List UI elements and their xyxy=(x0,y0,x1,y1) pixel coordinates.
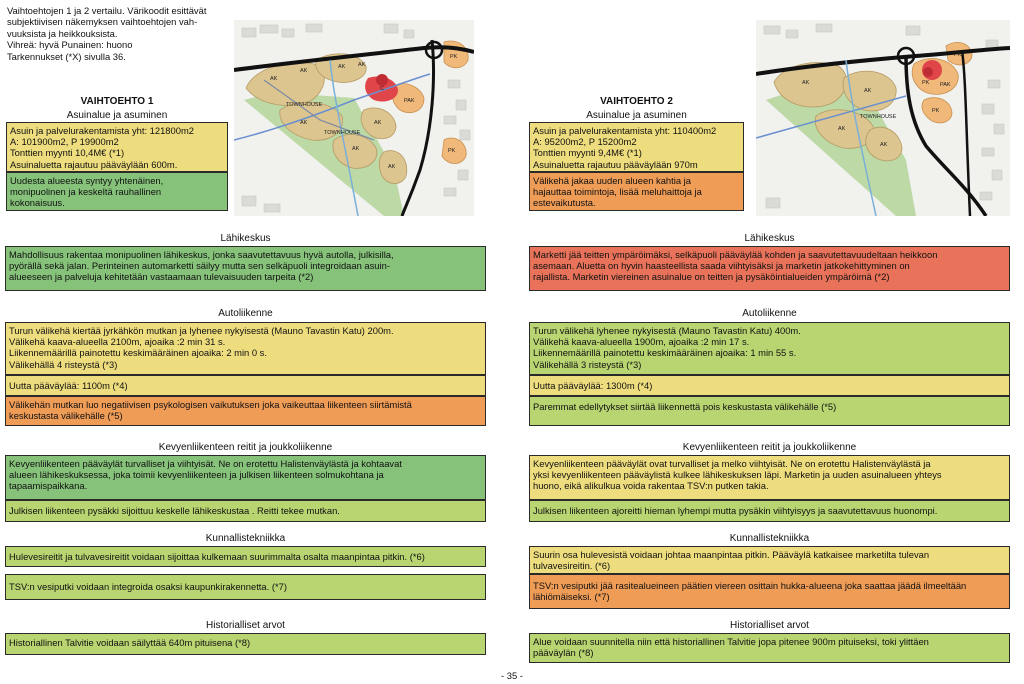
alt2-car-heading: Autoliikenne xyxy=(742,308,797,319)
box-line: Suurin osa hulevesistä voidaan johtaa maanpintaa pitkin. Pääväylä katkaisee marketilta tulevan xyxy=(533,549,930,560)
intro-text xyxy=(7,5,222,62)
map-label: TOWNHOUSE xyxy=(286,102,323,108)
map-label: TOWNHOUSE xyxy=(324,130,361,136)
alt1-history-heading: Historialliset arvot xyxy=(206,620,285,631)
alt1-car-new-road-box xyxy=(5,375,486,396)
alt1-water-pipe-box xyxy=(5,574,486,600)
alt2-housing-figures-box xyxy=(529,122,744,172)
map-label: AK xyxy=(270,76,278,82)
box-line: alueeseen ja palveluja kehitetään vastaamaan tulevaisuuden tarpeita (*2) xyxy=(9,271,314,283)
box-line: Julkisen liikenteen pysäkki sijoittuu keskelle lähikeskustaa . Reitti tekee mutkan. xyxy=(9,505,340,516)
box-line: alueen lähikeskuksessa, joka toimii kevyenliikenteen ja julkisen liikenteen solmukohtana ja xyxy=(9,469,384,481)
map-label: PK xyxy=(954,52,962,58)
alt2-water-pipe-box xyxy=(529,574,1010,609)
intro-line: Vihreä: hyvä Punainen: huono xyxy=(7,39,133,51)
map-label: AK xyxy=(838,126,846,132)
box-line: Tonttien myynti 10,4M€ (*1) xyxy=(10,147,125,159)
box-line: Välikehän mutkan luo negatiivisen psykologisen vaikutuksen joka vaikeuttaa liikenteen siirtämistä xyxy=(9,399,412,410)
box-line: Uutta pääväylää: 1300m (*4) xyxy=(533,380,653,391)
alt2-housing-assessment-box xyxy=(529,172,744,211)
box-line: A: 95200m2, P 15200m2 xyxy=(533,136,637,148)
box-line: Kevyenliikenteen pääväylät turvalliset ja viihtyisät. Ne on erotettu Halistenväylästä ja kohtaavat xyxy=(9,458,402,469)
box-line: huono, eikä alikulkua voida rakentaa TSV:n putken takia. xyxy=(533,480,769,492)
box-line: kokonaisuus. xyxy=(10,197,65,209)
alternative-2-map xyxy=(756,20,1010,216)
box-line: Välikehä jakaa uuden alueen kahtia ja xyxy=(533,175,691,186)
alt2-history-box xyxy=(529,633,1010,663)
box-line: Marketti jää teitten ympäröimäksi, selkäpuoli pääväylää kohden ja saavutettavuudeltaan heikkoon xyxy=(533,249,938,260)
box-line: TSV:n vesiputki jää rasitealueineen päätien viereen osittain hukka-alueena joka saattaa jäädä ilmeeltään xyxy=(533,580,967,591)
box-line: asemaan. Aluetta on hyvin haasteellista saada viihtyisäksi ja marketin jatkokehittyminen on xyxy=(533,260,910,272)
alt2-car-assessment-box xyxy=(529,396,1010,426)
box-line: yksi kevyenliikenteen pääväylistä kulkee lähikeskuksen läpi. Marketin ja uuden asuinalueen yhteys xyxy=(533,469,942,481)
map-label: AK xyxy=(300,120,308,126)
alt1-car-assessment-box xyxy=(5,396,486,426)
box-line: Tonttien myynti 9,4M€ (*1) xyxy=(533,147,642,159)
box-line: tulvavesireitin. (*6) xyxy=(533,560,611,572)
box-line: estevaikutusta. xyxy=(533,197,596,209)
alt1-stormwater-box xyxy=(5,546,486,567)
alt1-center-heading: Lähikeskus xyxy=(220,233,271,244)
map-label: AK xyxy=(880,142,888,148)
map-label: TOWNHOUSE xyxy=(860,114,897,120)
box-line: Välikehä kaava-alueella 1900m, ajoaika :2 min 17 s. xyxy=(533,336,750,348)
map-label: PAK xyxy=(940,82,951,88)
map-label: PK xyxy=(932,108,940,114)
map-label: PAK xyxy=(404,98,415,104)
box-line: tapaamispaikkana. xyxy=(9,480,88,492)
alt2-light-traffic-box xyxy=(529,455,1010,500)
alt1-infra-heading: Kunnallistekniikka xyxy=(205,533,286,544)
map-label: PK xyxy=(922,80,930,86)
box-line: rajallista. Marketin viereinen asuinalue on teitten ja pysäköintialueiden ympäröimä (*2) xyxy=(533,271,890,283)
box-line: Hulevesireitit ja tulvavesireitit voidaan sijoittaa kulkemaan suurimmalta osalta maanpintaa pitkin. (*6) xyxy=(9,551,425,562)
alt2-light-traffic-heading: Kevyenliikenteen reitit ja joukkoliikenne xyxy=(682,442,857,453)
alt1-housing-heading: Asuinalue ja asuminen xyxy=(66,110,168,121)
box-line: Asuinaluetta rajautuu pääväylään 970m xyxy=(533,158,698,170)
box-line: Välikehä kaava-alueella 2100m, ajoaika :2 min 31 s. xyxy=(9,336,226,348)
alt2-public-transport-box xyxy=(529,500,1010,522)
map-label: AK xyxy=(358,62,366,68)
alt2-infra-heading: Kunnallistekniikka xyxy=(729,533,810,544)
box-line: A: 101900m2, P 19900m2 xyxy=(10,136,119,148)
box-line: Paremmat edellytykset siirtää liikennettä pois keskustasta välikehälle (*5) xyxy=(533,401,837,412)
box-line: Välikehällä 3 risteystä (*3) xyxy=(533,358,642,370)
box-line: TSV:n vesiputki voidaan integroida osaksi kaupunkirakennetta. (*7) xyxy=(9,581,287,592)
map-label: AK xyxy=(864,88,872,94)
alt1-history-box xyxy=(5,633,486,655)
intro-line: Tarkennukset (*X) sivulla 36. xyxy=(7,50,126,62)
box-line: monipuolinen ja keskeltä rauhallinen xyxy=(10,186,162,198)
map-label: PK xyxy=(448,148,456,154)
alternative-1-map xyxy=(234,20,474,216)
box-line: pääväylän (*8) xyxy=(533,647,594,659)
box-line: Asuin ja palvelurakentamista yht: 110400m2 xyxy=(533,125,717,136)
box-line: Turun välikehä kiertää jyrkähkön mutkan ja lyhenee nykyisestä (Mauno Tavastin Katu) 200m. xyxy=(9,325,394,336)
alt2-housing-heading: Asuinalue ja asuminen xyxy=(586,110,687,121)
map-label: AK xyxy=(300,68,308,74)
map-label: PK xyxy=(450,54,458,60)
alt1-housing-figures-box xyxy=(6,122,228,172)
alternative-1-title: VAIHTOEHTO 1 xyxy=(80,96,154,107)
alt1-housing-assessment-box xyxy=(6,172,228,211)
box-line: Alue voidaan suunnitella niin että historiallinen Talvitie jopa pitenee 900m pituiseksi, toki ylittäen xyxy=(533,636,929,647)
box-line: Julkisen liikenteen ajoreitti hieman lyhempi mutta pysäkin viihtyisyys ja saavutettavuus huonompi. xyxy=(533,505,938,516)
alt1-car-heading: Autoliikenne xyxy=(218,308,273,319)
map-label: AK xyxy=(338,64,346,70)
box-line: Liikennemäärillä painotettu keskimääräinen ajoaika: 2 min 0 s. xyxy=(9,347,267,359)
map-label: C xyxy=(380,86,384,92)
alt2-center-box xyxy=(529,246,1010,291)
alt2-car-new-road-box xyxy=(529,375,1010,396)
box-line: Uutta pääväylää: 1100m (*4) xyxy=(9,380,128,391)
map-label: AK xyxy=(802,80,810,86)
box-line: Mahdollisuus rakentaa monipuolinen lähikeskus, jonka saavutettavuus hyvä autolla, julkisilla, xyxy=(9,249,394,260)
box-line: Turun välikehä lyhenee nykyisestä (Mauno Tavastin Katu) 400m. xyxy=(533,325,801,336)
alt1-center-box xyxy=(5,246,486,291)
box-line: Uudesta alueesta syntyy yhtenäinen, xyxy=(10,175,164,186)
box-line: pyörällä sekä jalan. Perinteinen automarketti säilyy mutta sen selkäpuoli integroidaan asuin- xyxy=(9,260,390,272)
box-line: keskustasta välikehälle (*5) xyxy=(9,410,123,422)
map-label: AK xyxy=(388,164,396,170)
intro-line: subjektiivisen näkemyksen vaihtoehtojen vah- xyxy=(7,16,198,28)
intro-line: vuuksista ja heikkouksista. xyxy=(7,27,118,39)
box-line: Asuin ja palvelurakentamista yht: 121800m2 xyxy=(10,125,194,136)
alt2-center-heading: Lähikeskus xyxy=(744,233,795,244)
alt1-light-traffic-heading: Kevyenliikenteen reitit ja joukkoliikenne xyxy=(158,442,333,453)
intro-line: Vaihtoehtojen 1 ja 2 vertailu. Värikoodit esittävät xyxy=(7,5,207,16)
alt1-car-figures-box xyxy=(5,322,486,375)
alternative-2-title: VAIHTOEHTO 2 xyxy=(600,96,673,107)
map-label: AK xyxy=(352,146,360,152)
alt2-car-figures-box xyxy=(529,322,1010,375)
alt2-stormwater-box xyxy=(529,546,1010,574)
page-number: - 35 - xyxy=(501,670,523,681)
box-line: Kevyenliikenteen pääväylät ovat turvalliset ja melko viihtyisät. Ne on erotettu Halistenväylästä ja xyxy=(533,458,931,469)
box-line: Asuinaluetta rajautuu pääväylään 600m. xyxy=(10,158,178,170)
box-line: Liikennemäärillä painotettu keskimääräinen ajoaika: 1 min 55 s. xyxy=(533,347,797,359)
alt1-light-traffic-box xyxy=(5,455,486,500)
box-line: hajauttaa toimintoja, lisää meluhaittoja ja xyxy=(533,186,702,198)
box-line: Välikehällä 4 risteystä (*3) xyxy=(9,358,118,370)
map-label: AK xyxy=(374,120,382,126)
box-line: Historiallinen Talvitie voidaan säilyttää 640m pituisena (*8) xyxy=(9,637,251,648)
alt2-history-heading: Historialliset arvot xyxy=(730,620,809,631)
box-line: lähiömäiseksi. (*7) xyxy=(533,591,610,603)
alt1-public-transport-box xyxy=(5,500,486,522)
